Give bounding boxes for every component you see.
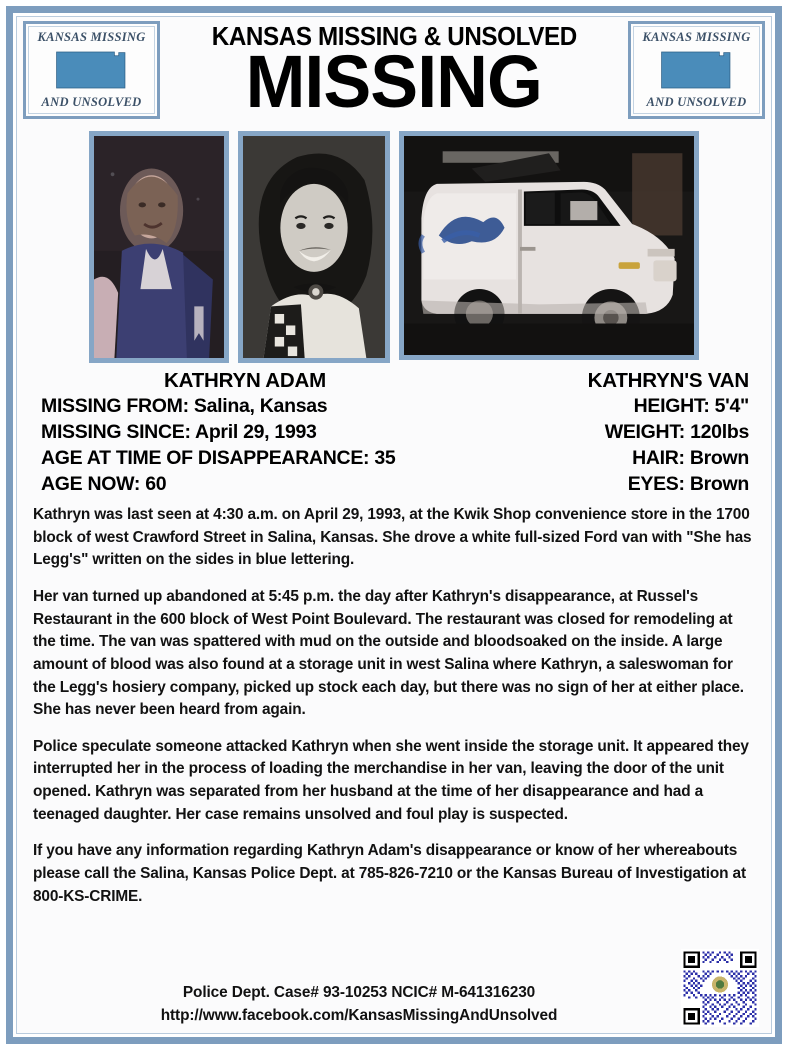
photo-van	[399, 131, 699, 360]
poster-header	[17, 17, 771, 129]
narrative-paragraph-2: Her van turned up abandoned at 5:45 p.m. the day after Kathryn's disappearance, at Russel's Restaurant in the 600 block of West Point Boulevard. The restaurant was closed for remodeling at the time. The van was spattered with mud on the outside and bloodsoaked on the inside. A large amount of blood was also found at a storage unit in west Salina where Kathryn, a saleswoman for the Legg's hosiery company, picked up stock each day, but there was no sign of her at either place. She has never been heard from again.	[33, 587, 744, 719]
logo-left-bottom-text: AND UNSOLVED	[41, 95, 142, 109]
stat-age-now: AGE NOW: 60	[41, 473, 167, 496]
poster-outer-frame	[6, 6, 782, 1044]
logo-right-top-text: KANSAS MISSING	[642, 30, 751, 44]
case-narrative	[17, 498, 771, 981]
organization-title: KANSAS MISSING & UNSOLVED	[211, 21, 577, 51]
stat-age-at-disappearance: AGE AT TIME OF DISAPPEARANCE: 35	[41, 447, 396, 470]
qr-code[interactable]	[681, 949, 759, 1027]
stat-missing-since: MISSING SINCE: April 29, 1993	[41, 421, 317, 444]
logo-right-bottom-text: AND UNSOLVED	[646, 95, 747, 109]
photo-kathryn-portrait-image	[243, 136, 385, 358]
stat-missing-from: MISSING FROM: Salina, Kansas	[41, 395, 328, 418]
page-title: MISSING	[245, 40, 543, 123]
van-label: KATHRYN'S VAN	[587, 369, 749, 392]
narrative-paragraph-4: If you have any information regarding Kathryn Adam's disappearance or know of her whereabouts please call the Salina, Kansas Police Dept. at 785-826-7210 or the Kansas Bureau of Investigation at 800-KS-CRIME.	[33, 842, 746, 905]
photo-kathryn-color	[89, 131, 229, 363]
stats-column-person	[27, 369, 479, 498]
stat-hair: HAIR: Brown	[632, 447, 749, 470]
stat-height: HEIGHT: 5'4"	[633, 395, 749, 418]
stat-weight: WEIGHT: 120lbs	[604, 421, 749, 444]
photo-kathryn-portrait	[238, 131, 390, 363]
poster-footer	[17, 981, 771, 1033]
photo-row	[17, 131, 771, 363]
logo-left-inner	[28, 26, 155, 114]
logo-right	[628, 21, 765, 119]
facebook-url[interactable]: http://www.facebook.com/KansasMissingAndUnsolved	[160, 1006, 558, 1024]
logo-right-inner	[633, 26, 760, 114]
kansas-map-icon	[659, 47, 735, 93]
narrative-paragraph-3: Police speculate someone attacked Kathryn when she went inside the storage unit. It appeared they interrupted her in the process of loading the merchandise in her van, leaving the door of the unit opened. Kathryn was separated from her husband at the time of her disappearance and had a teenaged daughter. Her case remains unsolved and foul play is suspected.	[33, 737, 749, 823]
case-numbers: Police Dept. Case# 93-10253 NCIC# M-641316230	[182, 983, 536, 1001]
poster-title-block	[160, 21, 628, 129]
photo-van-image	[404, 136, 694, 355]
logo-left-top-text: KANSAS MISSING	[37, 30, 146, 44]
kansas-map-icon	[54, 47, 130, 93]
photo-kathryn-color-image	[94, 136, 224, 358]
stat-eyes: EYES: Brown	[627, 473, 749, 496]
logo-left	[23, 21, 160, 119]
poster-inner-frame	[16, 16, 772, 1034]
stats-column-vehicle	[479, 369, 761, 498]
stats-section	[17, 367, 771, 498]
person-name: KATHRYN ADAM	[164, 369, 326, 392]
narrative-paragraph-1: Kathryn was last seen at 4:30 a.m. on April 29, 1993, at the Kwik Shop convenience store in the 1700 block of west Crawford Street in Salina, Kansas. She drove a white full-sized Ford van with "She has Legg's" written on the sides in blue lettering.	[33, 506, 752, 569]
